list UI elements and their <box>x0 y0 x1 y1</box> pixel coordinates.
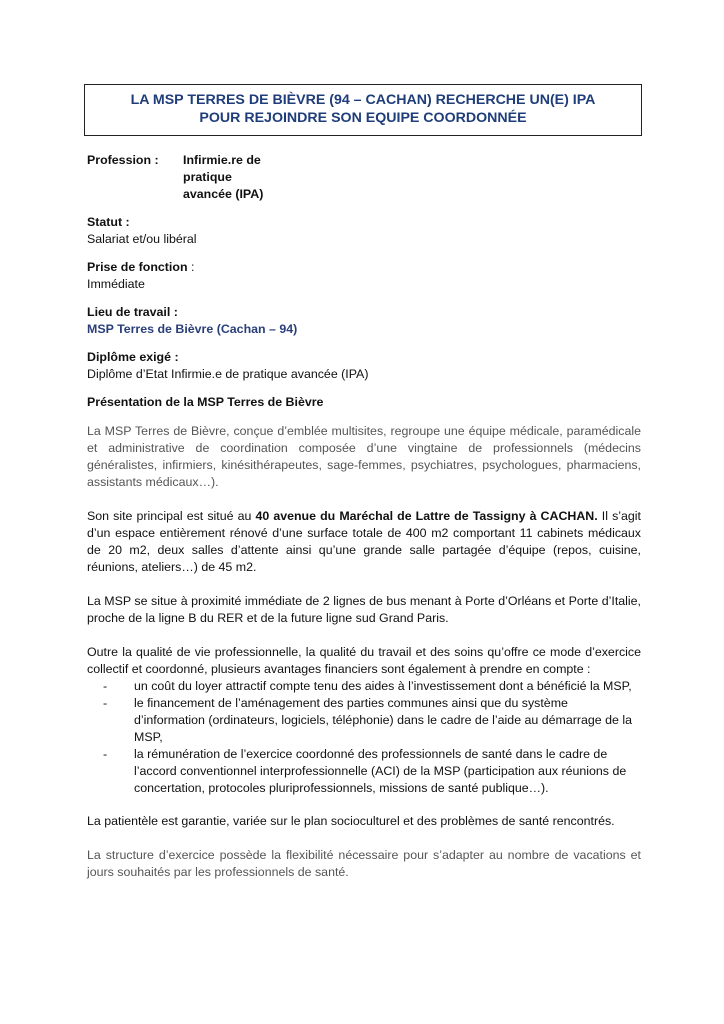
lieu-de-travail-label: Lieu de travail : <box>87 305 178 319</box>
prise-de-fonction-label: Prise de fonction <box>87 260 188 274</box>
advantages-list <box>87 678 641 797</box>
advantages-intro: Outre la qualité de vie professionnelle, la qualité du travail et des soins qu’offre ce mode d’exercice collectif et coordonné, plusieurs avantages financiers sont également à prendre en compte : <box>87 645 641 676</box>
diplome-field <box>87 349 641 383</box>
diplome-label: Diplôme exigé : <box>87 350 179 364</box>
address-bold: 40 avenue du Maréchal de Lattre de Tassigny à CACHAN. <box>255 509 598 523</box>
title-line-1: LA MSP TERRES DE BIÈVRE (94 – CACHAN) RECHERCHE UN(E) IPA <box>130 92 596 108</box>
prise-de-fonction-field <box>87 259 641 293</box>
title-line-2: POUR REJOINDRE SON EQUIPE COORDONNÉE <box>199 110 527 126</box>
title-box <box>84 84 642 136</box>
document-content <box>87 152 641 898</box>
list-item: - la rémunération de l’exercice coordonné des professionnels de santé dans le cadre de l’accord conventionnel interprofessionnelle (ACI) de la MSP (participation aux réunions de concertation, protocoles pluriprofessionnels, missions de santé publique…). <box>119 746 641 797</box>
presentation-paragraph-2 <box>87 508 641 576</box>
statut-field <box>87 214 641 248</box>
statut-label: Statut : <box>87 215 130 229</box>
presentation-paragraph-3: La MSP se situe à proximité immédiate de 2 lignes de bus menant à Porte d’Orléans et Porte d’Italie, proche de la ligne B du RER et de la future ligne sud Grand Paris. <box>87 594 641 625</box>
para2-start: Son site principal est situé au <box>87 509 256 523</box>
para2-end: Il s’agit d’un espace entièrement rénové d’une surface totale de 400 m2 comportant 11 cabinets médicaux de 20 m2, deux salles d’attente ainsi qu’une grande salle partagée d’équipe (repos, cuisine, réunions, ateliers…) de 45 m2. <box>87 509 641 574</box>
prise-de-fonction-value: Immédiate <box>87 277 145 291</box>
lieu-de-travail-field <box>87 304 641 338</box>
statut-value: Salariat et/ou libéral <box>87 232 197 246</box>
diplome-value: Diplôme d’Etat Infirmie.e de pratique avancée (IPA) <box>87 367 369 381</box>
list-item: - le financement de l’aménagement des parties communes ainsi que du système d’information (ordinateurs, logiciels, téléphonie) dans le cadre de l’aide au démarrage de la MSP, <box>119 695 641 746</box>
profession-label: Profession : <box>87 153 159 167</box>
list-item: - un coût du loyer attractif compte tenu des aides à l’investissement dont a bénéficié la MSP, <box>119 678 641 695</box>
flexibility-paragraph: La structure d’exercice possède la flexibilité nécessaire pour s’adapter au nombre de vacations et jours souhaités par les professionnels de santé. <box>87 848 641 879</box>
presentation-heading: Présentation de la MSP Terres de Bièvre <box>87 395 324 409</box>
presentation-paragraph-1: La MSP Terres de Bièvre, conçue d’emblée multisites, regroupe une équipe médicale, paramédicale et administrative de coordination composée d’une vingtaine de professionnels (médecins généralistes, infirmiers, kinésithérapeutes, sage-femmes, psychiatres, psychologues, pharmaciens, assistants médicaux…). <box>87 424 641 489</box>
lieu-de-travail-value: MSP Terres de Bièvre (Cachan – 94) <box>87 322 298 336</box>
patientele-paragraph: La patientèle est garantie, variée sur le plan socioculturel et des problèmes de santé rencontrés. <box>87 814 615 828</box>
profession-value: Infirmie.re de pratique avancée (IPA) <box>183 153 264 201</box>
prise-de-fonction-colon: : <box>187 260 195 274</box>
profession-field <box>87 152 641 203</box>
